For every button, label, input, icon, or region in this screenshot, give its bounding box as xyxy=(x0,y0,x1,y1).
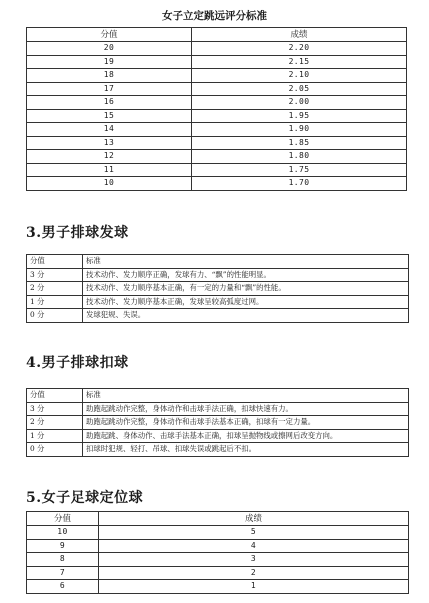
table-row xyxy=(27,163,407,177)
score-cell: 16 xyxy=(27,96,192,110)
section-heading-volleyball-spike: 4.男子排球扣球 xyxy=(26,355,129,371)
column-header-score: 分值 xyxy=(27,28,192,42)
table-row xyxy=(27,282,409,296)
result-cell: 2.15 xyxy=(192,55,407,69)
score-cell: 18 xyxy=(27,69,192,83)
score-cell: 15 xyxy=(27,109,192,123)
table-row xyxy=(27,443,409,457)
table-row xyxy=(27,429,409,443)
table-row xyxy=(27,82,407,96)
result-cell: 4 xyxy=(99,539,409,553)
table-header-row xyxy=(27,255,409,269)
table-row xyxy=(27,309,409,323)
result-cell: 1.80 xyxy=(192,150,407,164)
score-cell: 2 分 xyxy=(27,282,83,296)
result-cell: 5 xyxy=(99,526,409,540)
column-header-criteria: 标准 xyxy=(83,255,409,269)
table-row xyxy=(27,96,407,110)
table-row xyxy=(27,402,409,416)
table-row xyxy=(27,553,409,567)
column-header-result: 成绩 xyxy=(192,28,407,42)
table-row xyxy=(27,42,407,56)
score-cell: 2 分 xyxy=(27,416,83,430)
table-row xyxy=(27,268,409,282)
table-row xyxy=(27,539,409,553)
table-row xyxy=(27,55,407,69)
result-cell: 1 xyxy=(99,580,409,594)
score-cell: 9 xyxy=(27,539,99,553)
score-cell: 10 xyxy=(27,526,99,540)
result-cell: 1.70 xyxy=(192,177,407,191)
score-cell: 14 xyxy=(27,123,192,137)
table-row xyxy=(27,69,407,83)
table-row xyxy=(27,123,407,137)
result-cell: 2.00 xyxy=(192,96,407,110)
score-cell: 11 xyxy=(27,163,192,177)
score-cell: 0 分 xyxy=(27,443,83,457)
criteria-cell: 技术动作、发力顺序基本正确，有一定的力量和“飘”的性能。 xyxy=(83,282,409,296)
table-row xyxy=(27,150,407,164)
criteria-cell: 助跑起跳动作完整，身体动作和击球手法正确，扣球快速有力。 xyxy=(83,402,409,416)
criteria-cell: 扣球时犯规、轻打、吊球、扣球失误或跳起后不扣。 xyxy=(83,443,409,457)
table-row xyxy=(27,416,409,430)
criteria-cell: 技术动作、发力顺序基本正确，发球呈较高弧度过网。 xyxy=(83,295,409,309)
result-cell: 2.05 xyxy=(192,82,407,96)
volleyball-serve-table xyxy=(26,254,409,323)
column-header-score: 分值 xyxy=(27,255,83,269)
score-cell: 3 分 xyxy=(27,402,83,416)
criteria-cell: 技术动作、发力顺序正确，发球有力、“飘”的性能明显。 xyxy=(83,268,409,282)
column-header-result: 成绩 xyxy=(99,512,409,526)
section-heading-football-set-piece: 5.女子足球定位球 xyxy=(26,490,144,506)
score-cell: 3 分 xyxy=(27,268,83,282)
score-cell: 1 分 xyxy=(27,295,83,309)
criteria-cell: 助跑起跳动作完整，身体动作和击球手法基本正确，扣球有一定力量。 xyxy=(83,416,409,430)
score-cell: 8 xyxy=(27,553,99,567)
table-row xyxy=(27,295,409,309)
column-header-score: 分值 xyxy=(27,512,99,526)
table-row xyxy=(27,177,407,191)
result-cell: 1.90 xyxy=(192,123,407,137)
table-row xyxy=(27,136,407,150)
result-cell: 1.95 xyxy=(192,109,407,123)
score-cell: 0 分 xyxy=(27,309,83,323)
score-cell: 20 xyxy=(27,42,192,56)
table-row xyxy=(27,566,409,580)
result-cell: 1.75 xyxy=(192,163,407,177)
table-header-row xyxy=(27,389,409,403)
football-set-piece-table xyxy=(26,511,409,594)
result-cell: 2.20 xyxy=(192,42,407,56)
score-cell: 19 xyxy=(27,55,192,69)
score-cell: 17 xyxy=(27,82,192,96)
section-heading-volleyball-serve: 3.男子排球发球 xyxy=(26,225,129,241)
score-cell: 7 xyxy=(27,566,99,580)
score-cell: 10 xyxy=(27,177,192,191)
result-cell: 3 xyxy=(99,553,409,567)
criteria-cell: 助跑起跳、身体动作、击球手法基本正确，扣球呈抛物线或擦网后改变方向。 xyxy=(83,429,409,443)
score-cell: 12 xyxy=(27,150,192,164)
volleyball-spike-table xyxy=(26,388,409,457)
page-title: 女子立定跳远评分标准 xyxy=(162,10,267,22)
score-cell: 6 xyxy=(27,580,99,594)
standing-jump-table xyxy=(26,27,407,191)
table-header-row xyxy=(27,28,407,42)
result-cell: 1.85 xyxy=(192,136,407,150)
criteria-cell: 发球犯规、失误。 xyxy=(83,309,409,323)
score-cell: 1 分 xyxy=(27,429,83,443)
table-row xyxy=(27,526,409,540)
table-row xyxy=(27,580,409,594)
table-header-row xyxy=(27,512,409,526)
result-cell: 2.10 xyxy=(192,69,407,83)
column-header-score: 分值 xyxy=(27,389,83,403)
result-cell: 2 xyxy=(99,566,409,580)
score-cell: 13 xyxy=(27,136,192,150)
column-header-criteria: 标准 xyxy=(83,389,409,403)
table-row xyxy=(27,109,407,123)
